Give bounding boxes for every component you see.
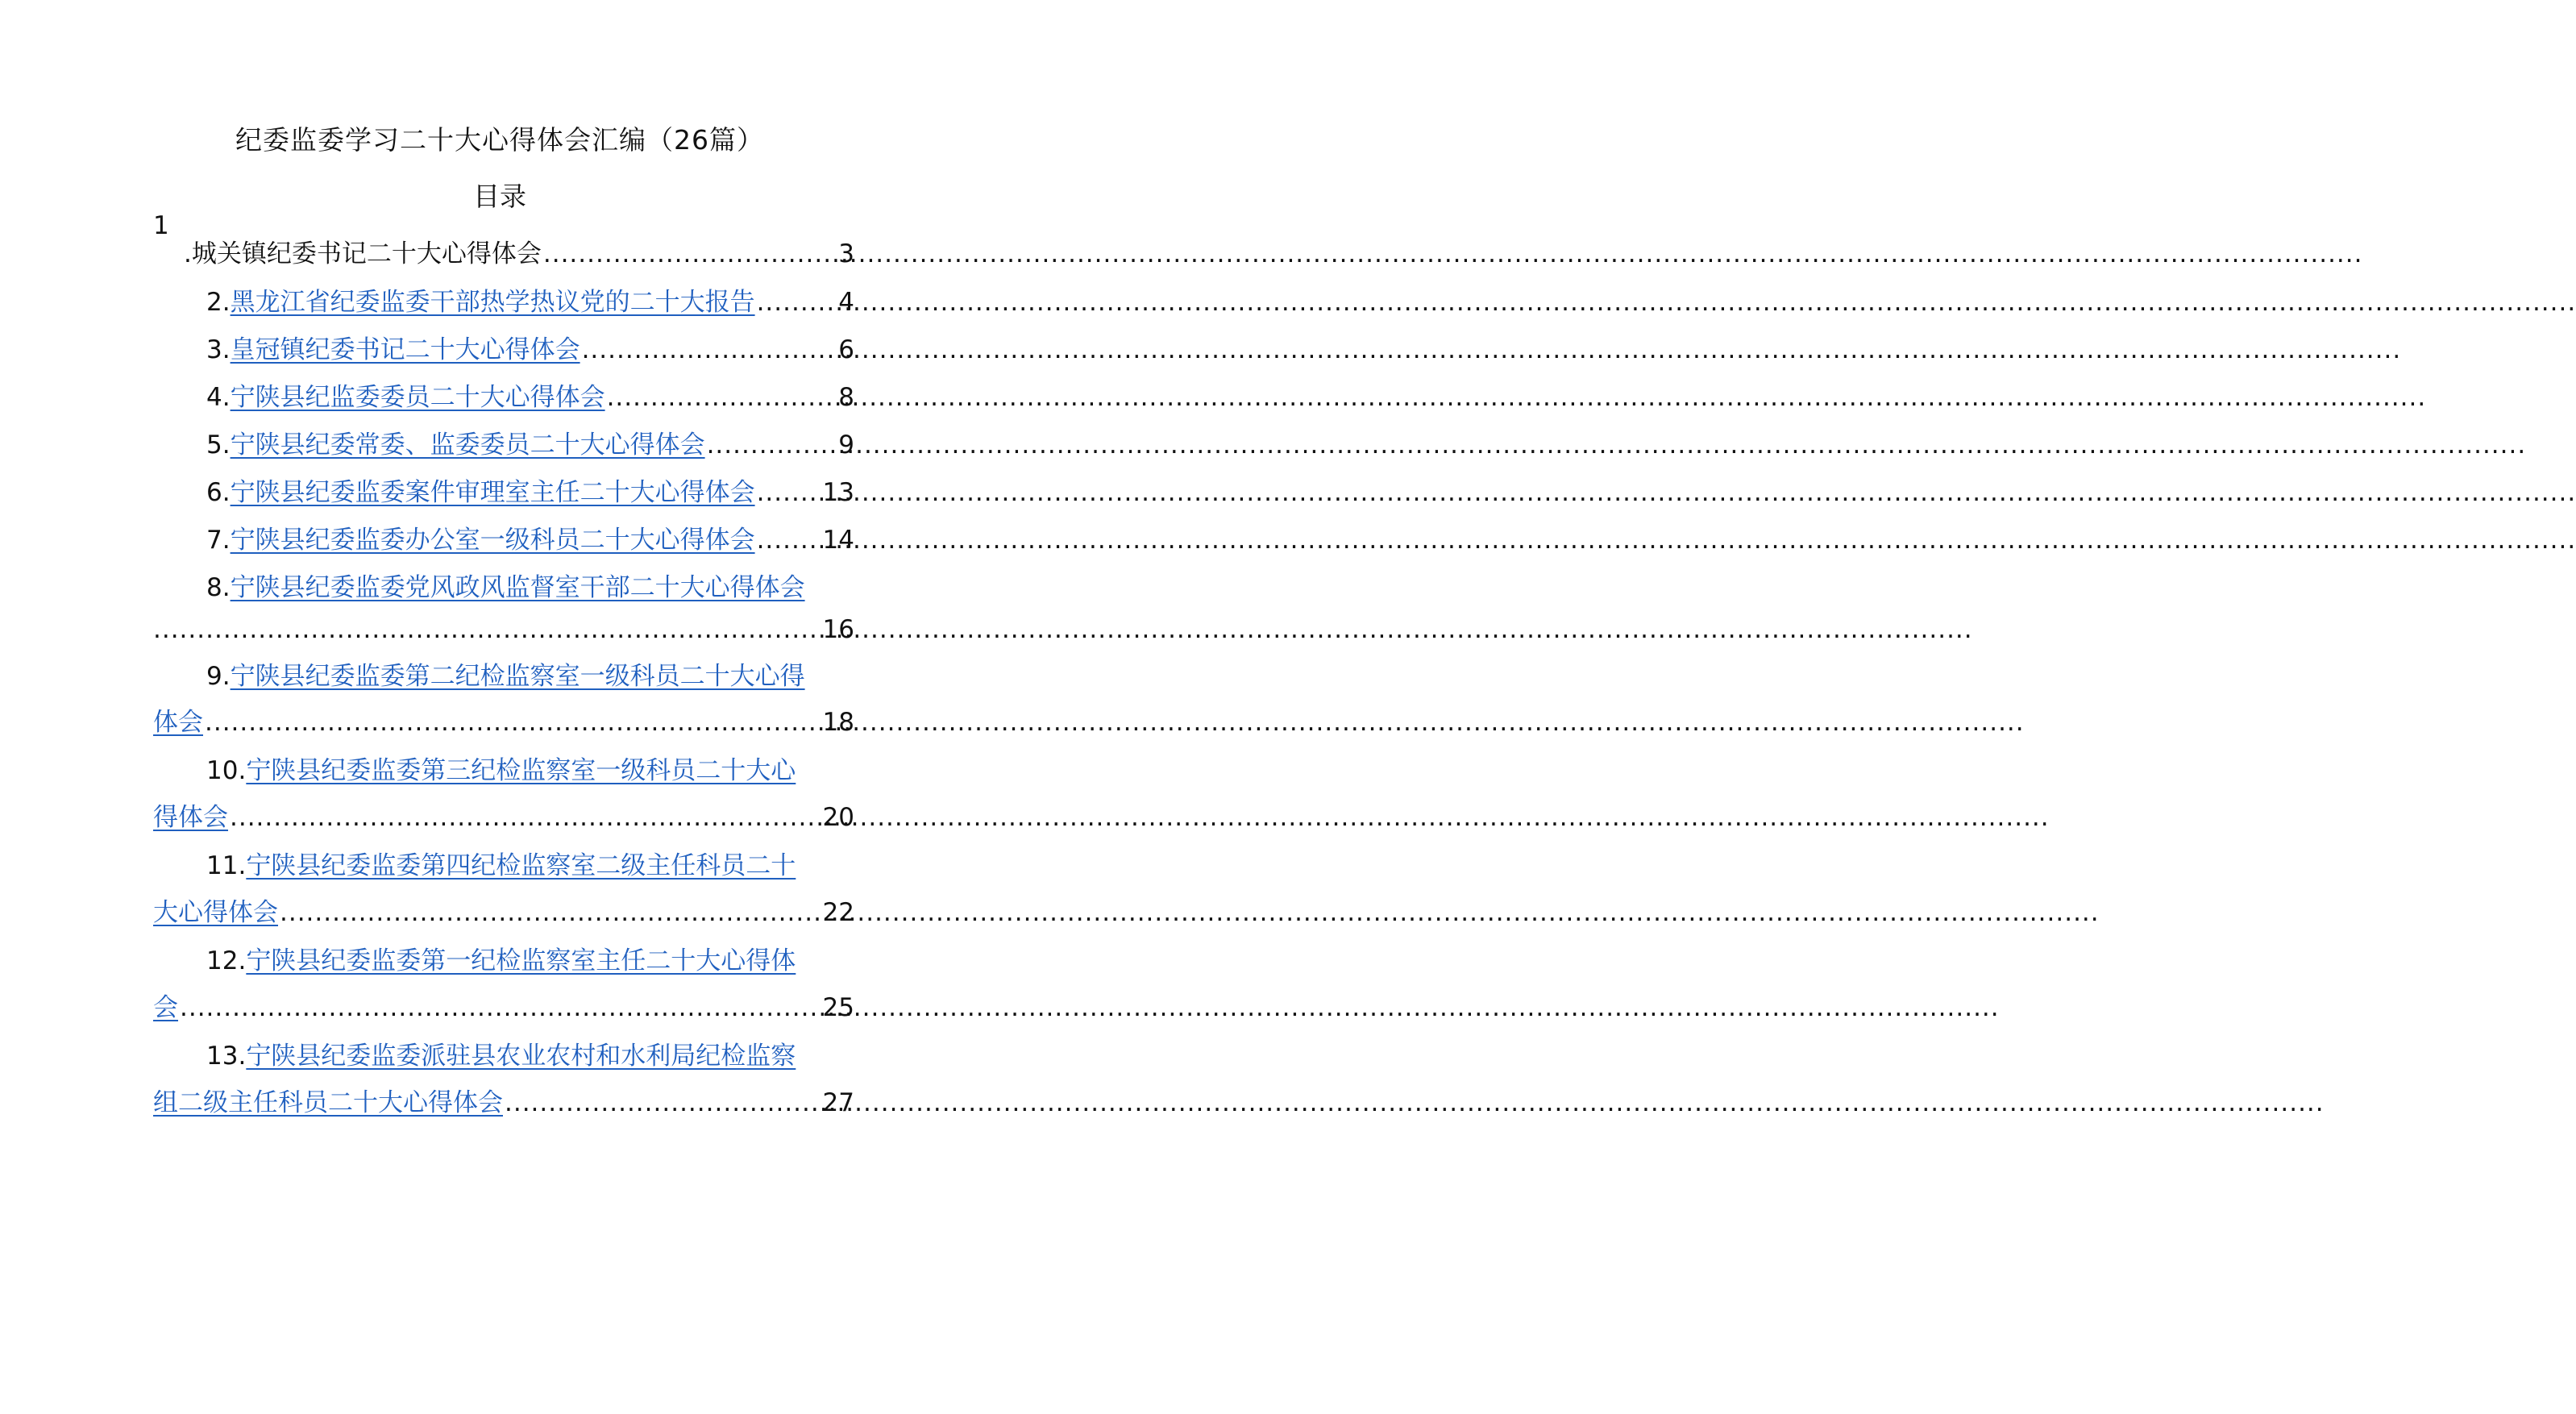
- toc-entry-number: 8.: [206, 573, 231, 602]
- toc-page-number: 16: [822, 615, 854, 644]
- document-page: [0, 0, 999, 1414]
- toc-entry-4[interactable]: [153, 377, 854, 418]
- toc-page-number: 4: [838, 288, 854, 317]
- toc-entry-12-continuation[interactable]: [153, 988, 854, 1028]
- toc-page-number: 13: [822, 478, 854, 507]
- toc-entry-8-continuation[interactable]: [153, 609, 854, 650]
- toc-leader-dots: [153, 609, 821, 650]
- toc-entry-number: 10.: [206, 756, 247, 785]
- toc-entry-link[interactable]: 宁陕县纪委常委、监委委员二十大心得体会: [230, 430, 705, 460]
- toc-entry-10[interactable]: [153, 751, 854, 791]
- toc-entry-9-continuation[interactable]: [153, 702, 854, 742]
- toc-entry-11-continuation[interactable]: [153, 892, 854, 933]
- toc-entry-number: 5.: [206, 430, 231, 460]
- toc-entry-link-continued[interactable]: 大心得体会: [153, 898, 278, 927]
- toc-leader-dots: [757, 520, 821, 560]
- toc-entry-number: 7.: [206, 526, 231, 555]
- toc-entry-link[interactable]: 宁陕县纪委监委案件审理室主任二十大心得体会: [230, 478, 755, 507]
- toc-entry-link[interactable]: 宁陕县纪委监委第二纪检监察室一级科员二十大心得: [230, 662, 805, 691]
- toc-entry-number: 11.: [206, 851, 247, 880]
- toc-page-number: 9: [838, 430, 854, 460]
- toc-entry-9[interactable]: [153, 656, 854, 697]
- toc-entry-8[interactable]: [153, 568, 854, 608]
- toc-entry-link[interactable]: 宁陕县纪委监委第一纪检监察室主任二十大心得体: [246, 946, 796, 975]
- toc-entry-title[interactable]: .城关镇纪委书记二十大心得体会: [184, 239, 542, 268]
- toc-leader-dots: [505, 1083, 821, 1123]
- toc-entry-number: 2.: [206, 288, 231, 317]
- toc-entry-2[interactable]: [153, 282, 854, 322]
- toc-leader-dots: [180, 988, 821, 1028]
- toc-entry-12[interactable]: [153, 941, 854, 981]
- toc-entry-1[interactable]: [153, 234, 854, 274]
- toc-leader-dots: [757, 472, 821, 513]
- toc-leader-dots: [280, 892, 821, 933]
- toc-page-number: 27: [822, 1088, 854, 1117]
- toc-page-number: 14: [822, 526, 854, 555]
- toc-entry-number: 13.: [206, 1042, 247, 1071]
- toc-entry-13-continuation[interactable]: [153, 1083, 854, 1123]
- toc-entry-link-continued[interactable]: 组二级主任科员二十大心得体会: [153, 1088, 503, 1117]
- toc-page-number: 20: [822, 803, 854, 832]
- toc-entry-link[interactable]: 宁陕县纪委监委党风政风监督室干部二十大心得体会: [230, 573, 805, 602]
- toc-entry-link[interactable]: 宁陕县纪委监委第四纪检监察室二级主任科员二十: [246, 851, 796, 880]
- toc-page-number: 18: [822, 708, 854, 737]
- toc-leader-dots: [607, 377, 837, 418]
- toc-heading: 目录: [473, 181, 526, 212]
- toc-page-number: 25: [822, 993, 854, 1022]
- toc-entry-3[interactable]: [153, 330, 854, 370]
- toc-page-number: 22: [822, 898, 854, 927]
- toc-entry-number: 4.: [206, 383, 231, 412]
- toc-entry-13[interactable]: [153, 1036, 854, 1076]
- toc-entry-number: 1: [153, 211, 169, 240]
- toc-entry-5[interactable]: [153, 425, 854, 465]
- toc-page-number: 8: [838, 383, 854, 412]
- toc-entry-number: 12.: [206, 946, 247, 975]
- toc-entry-number: 9.: [206, 662, 231, 691]
- toc-entry-6[interactable]: [153, 472, 854, 513]
- toc-entry-link-continued[interactable]: 得体会: [153, 803, 228, 832]
- toc-entry-11[interactable]: [153, 846, 854, 886]
- toc-leader-dots: [582, 330, 837, 370]
- toc-entry-link-continued[interactable]: 体会: [153, 708, 203, 737]
- toc-entry-link[interactable]: 宁陕县纪委监委办公室一级科员二十大心得体会: [230, 526, 755, 555]
- toc-leader-dots: [205, 702, 821, 742]
- toc-leader-dots: [230, 797, 821, 838]
- toc-entry-number: 3.: [206, 335, 231, 364]
- toc-page-number: 6: [838, 335, 854, 364]
- toc-entry-link-continued[interactable]: 会: [153, 993, 178, 1022]
- toc-leader-dots: [757, 282, 837, 322]
- toc-entry-10-continuation[interactable]: [153, 797, 854, 838]
- toc-entry-link[interactable]: 宁陕县纪委监委派驻县农业农村和水利局纪检监察: [246, 1042, 796, 1071]
- toc-leader-dots: [707, 425, 837, 465]
- toc-entry-link[interactable]: 皇冠镇纪委书记二十大心得体会: [230, 335, 580, 364]
- toc-leader-dots: [543, 234, 837, 274]
- toc-entry-number: 6.: [206, 478, 231, 507]
- document-title: 纪委监委学习二十大心得体会汇编（26篇）: [235, 124, 764, 156]
- toc-entry-7[interactable]: [153, 520, 854, 560]
- toc-entry-link[interactable]: 宁陕县纪委监委第三纪检监察室一级科员二十大心: [246, 756, 796, 785]
- toc-entry-link[interactable]: 黑龙江省纪委监委干部热学热议党的二十大报告: [230, 288, 755, 317]
- toc-page-number: 3: [838, 239, 854, 268]
- toc-entry-link[interactable]: 宁陕县纪监委委员二十大心得体会: [230, 383, 605, 412]
